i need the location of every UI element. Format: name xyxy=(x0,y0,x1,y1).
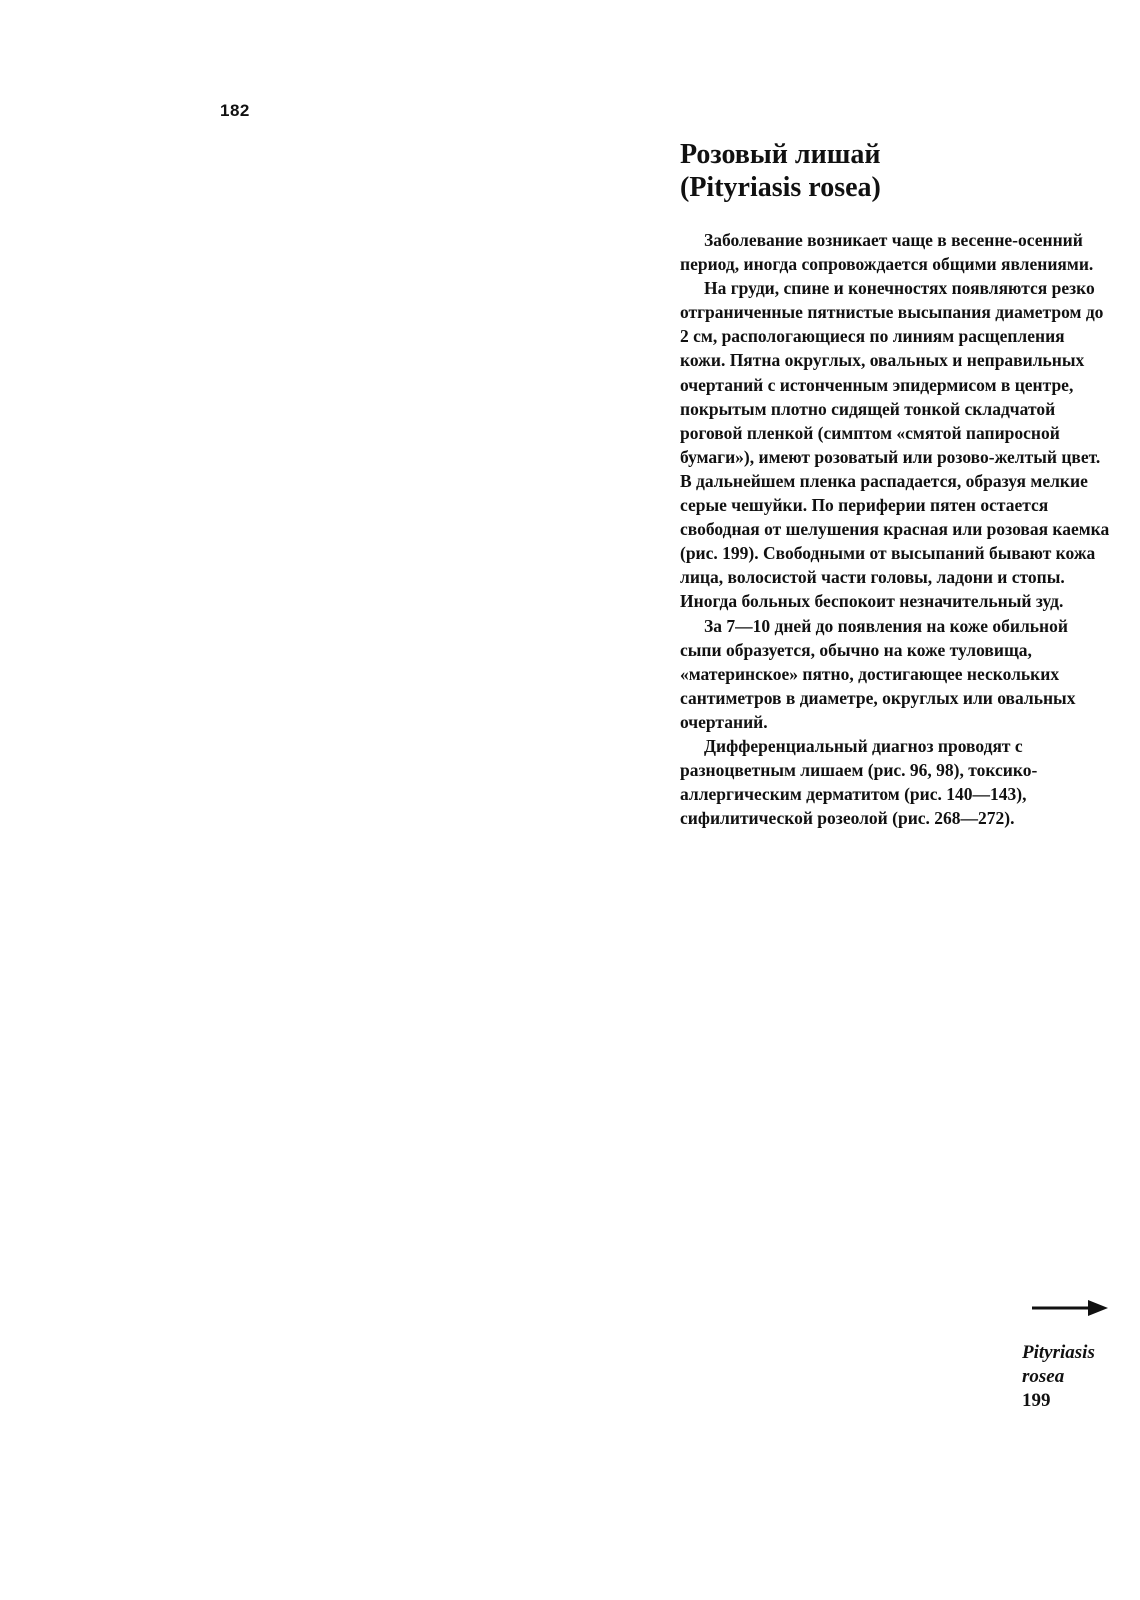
arrow-right-icon xyxy=(1030,1296,1110,1320)
figure-caption xyxy=(1022,1341,1095,1413)
article xyxy=(680,138,1110,830)
caption-species-genus: Pityriasis xyxy=(1022,1342,1095,1363)
caption-figure-number: 199 xyxy=(1022,1390,1051,1411)
article-title-russian: Розовый лишай xyxy=(680,139,881,170)
article-title xyxy=(680,138,1110,204)
article-title-latin: (Pityriasis rosea) xyxy=(680,172,881,203)
page-number: 182 xyxy=(220,101,250,120)
paragraph-differential-diagnosis: Дифференциальный диагноз проводят с разноцветным лишаем (рис. 96, 98), токсико-аллергическим дерматитом (рис. 140—143), сифилитической розеолой (рис. 268—272). xyxy=(680,735,1038,829)
article-body xyxy=(680,228,1110,830)
paragraph-onset: Заболевание возникает чаще в весенне-осенний период, иногда сопровождается общими явлениями. xyxy=(680,230,1094,275)
caption-species-epithet: rosea xyxy=(1022,1366,1065,1387)
paragraph-mother-patch: За 7—10 дней до появления на коже обильной сыпи образуется, обычно на коже туловища, «материнское» пятно, достигающее нескольких сантиметров в диаметре, округлых или овальных очертаний. xyxy=(680,615,1076,732)
paragraph-clinical-picture: На груди, спине и конечностях появляются резко отграниченные пятнистые высыпания диаметром до 2 см, распологающиеся по линиям расщепления кожи. Пятна округлых, овальных и неправильных очертаний с истонченным эпидермисом в центре, покрытым плотно сидящей тонкой складчатой роговой пленкой (симптом «смятой папиросной бумаги»), имеют розоватый или розово-желтый цвет. В дальнейшем пленка распадается, образуя мелкие серые чешуйки. По периферии пятен остается свободная от шелушения красная или розовая каемка (рис. 199). Свободными от высыпаний бывают кожа лица, волосистой части головы, ладони и стопы. Иногда больных беспокоит незначительный зуд. xyxy=(680,278,1110,612)
